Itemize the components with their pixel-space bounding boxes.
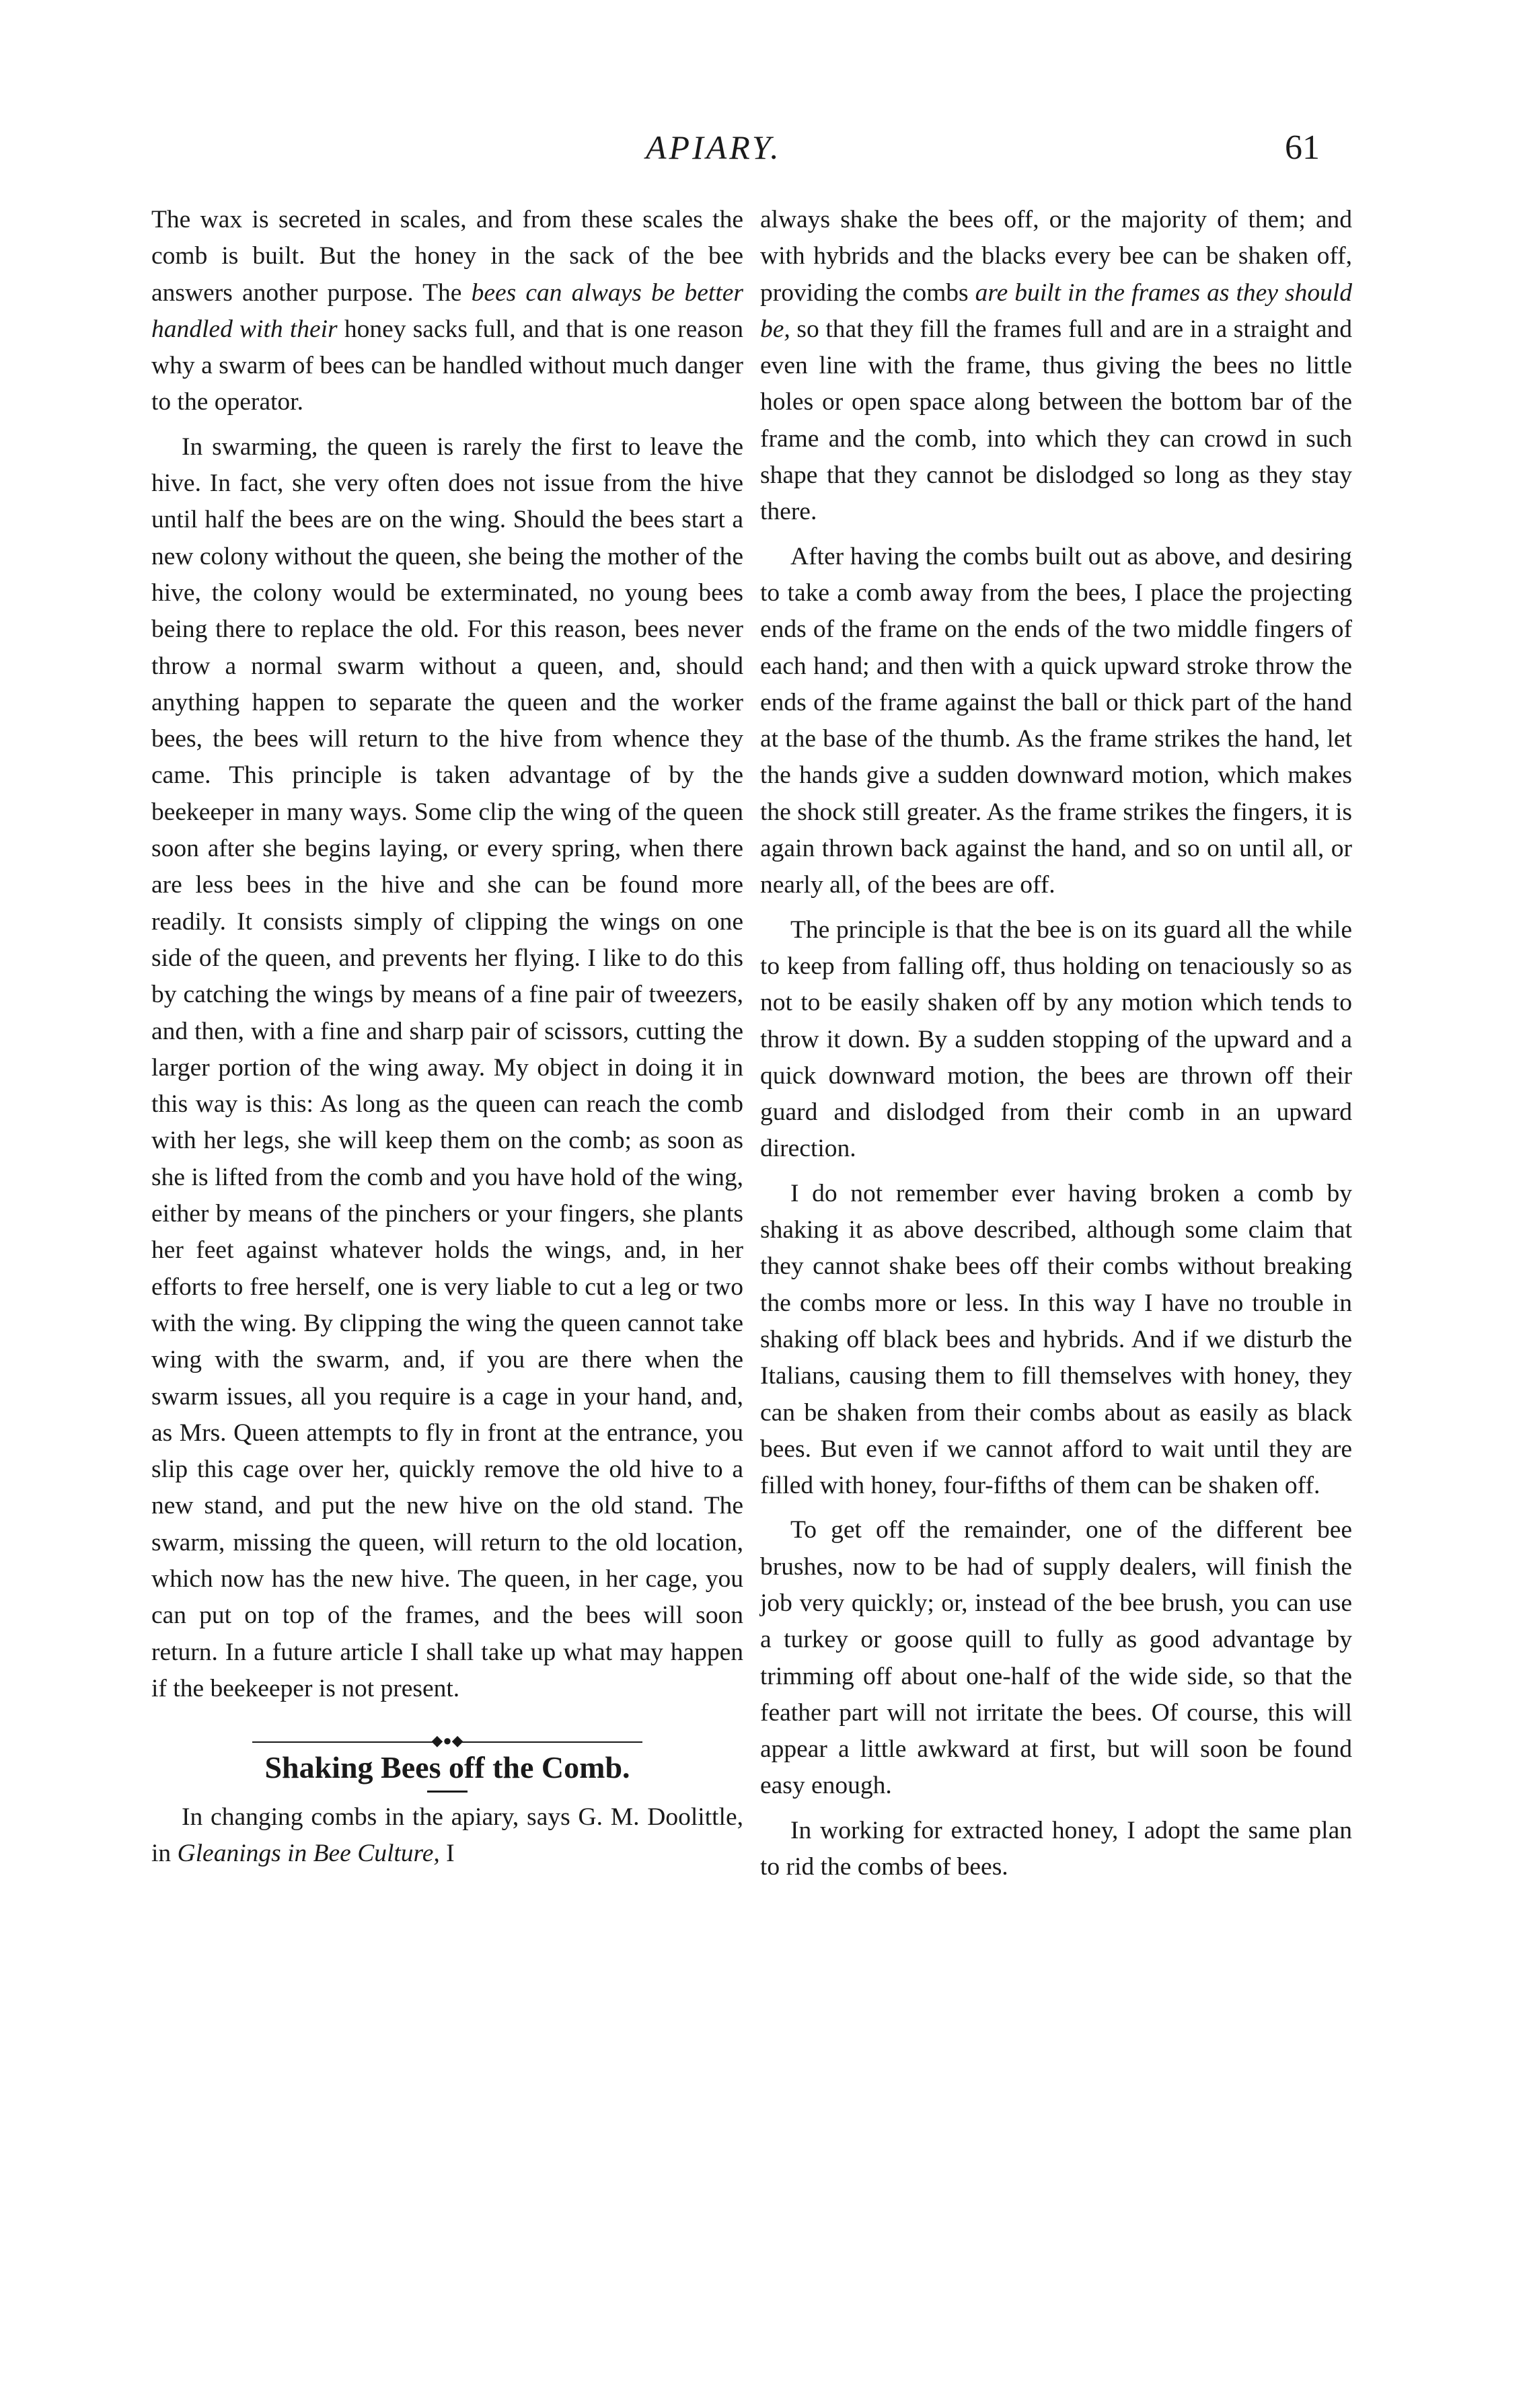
paragraph: To get off the remainder, one of the different bee brushes, now to be had of supply dealers, will finish the job very quickly; or, instead of the bee brush, you can use a turkey or goose quill to fully as good advantage by trimming off about one-half of the wide side, so that the feather part will not irritate the bees. Of course, this will appear a little awkward at first, but will soon be found easy enough. <box>760 1516 1352 1800</box>
heading-rule <box>427 1791 468 1793</box>
page-number: 61 <box>1285 128 1320 167</box>
ornament-divider <box>151 1722 743 1749</box>
paragraph-text: In changing combs in the apiary, says G. M. Doolittle, in <box>151 1803 743 1868</box>
divider-rule <box>252 1741 434 1743</box>
paragraph: In swarming, the queen is rarely the first to leave the hive. In fact, she very often does not issue from the hive until half the bees are on the wing. Should the bees start a new colony without the queen, she being the mother of the hive, the colony would be exterminated, no young bees being there to replace the old. For this reason, bees never throw a normal swarm without a queen, and, should anything happen to separate the queen and the worker bees, the bees will return to the hive from whence they came. This principle is taken advantage of by the beekeeper in many ways. Some clip the wing of the queen soon after she begins laying, or every spring, when there are less bees in the hive and she can be found more readily. It consists simply of clipping the wings on one side of the queen, and prevents her flying. I like to do this by catching the wings by means of a fine pair of tweezers, and then, with a fine and sharp pair of scissors, cutting the larger portion of the wing away. My object in doing it in this way is this: As long as the queen can reach the comb with her legs, she will keep them on the comb; as soon as she is lifted from the comb and you have hold of the wing, either by means of the pinchers or your fingers, she plants her feet against whatever holds the wings, and, in her efforts to free herself, one is very liable to cut a leg or two with the wing. By clipping the wing the queen cannot take wing with the swarm, and, if you are there when the swarm issues, all you require is a cage in your hand, and, as Mrs. Queen attempts to fly in front at the entrance, you slip this cage over her, quickly remove the old hive to a new stand, and put the new hive on the old stand. The swarm, missing the queen, will return to the old location, which now has the new hive. The queen, in her cage, you can put on top of the frames, and the bees will soon return. In a future article I shall take up what may happen if the beekeeper is not present. <box>151 432 743 1702</box>
paragraph-text: I <box>446 1840 455 1868</box>
paragraph <box>151 1799 743 1873</box>
paragraph <box>151 202 743 421</box>
running-title: APIARY. <box>646 128 782 166</box>
left-column <box>151 202 743 1881</box>
paragraph: I do not remember ever having broken a comb by shaking it as above described, although some claim that they cannot shake bees off their combs without breaking the combs more or less. In this way I have no trouble in shaking off black bees and hybrids. And if we disturb the Italians, causing them to fill themselves with honey, they can be shaken from their combs about as easily as black bees. But even if we cannot afford to wait until they are filled with honey, four-fifths of them can be shaken off. <box>760 1179 1352 1500</box>
publication-title: Gleanings in Bee Culture, <box>177 1840 440 1868</box>
paragraph: The principle is that the bee is on its guard all the while to keep from falling off, thus holding on tenaciously so as not to be easily shaken off by any motion which tends to throw it down. By a sudden stopping of the upward and a quick downward motion, the bees are thrown off their guard and dislodged from their comb in an upward direction. <box>760 915 1352 1163</box>
paragraph-text: honey sacks full, and that is one reason why a swarm of bees can be handled without much danger to the operator. <box>151 315 743 416</box>
paragraph-emphasis: bees can always be better handled with their <box>151 278 743 343</box>
divider-rule <box>461 1741 642 1743</box>
running-head <box>0 128 1527 182</box>
paragraph-text: always shake the bees off, or the majority of them; and with hybrids and the blacks every bee can be shaken off, providing the combs <box>760 206 1352 307</box>
paragraph-emphasis: are built in the frames as they should be, <box>760 278 1353 343</box>
paragraph-text: The wax is secreted in scales, and from these scales the comb is built. But the honey in the sack of the bee answers another purpose. The <box>151 206 743 307</box>
paragraph: In working for extracted honey, I adopt the same plan to rid the combs of bees. <box>760 1816 1352 1881</box>
paragraph: After having the combs built out as above, and desiring to take a comb away from the bees, I place the projecting ends of the frame on the ends of the two middle fingers of each hand; and then with a quick upward stroke throw the ends of the frame against the ball or thick part of the hand at the base of the thumb. As the frame strikes the hand, let the hands give a sudden downward motion, which makes the shock still greater. As the frame strikes the fingers, it is again thrown back against the hand, and so on until all, or nearly all, of the bees are off. <box>760 542 1353 899</box>
paragraph <box>760 202 1352 531</box>
diamond-dots-icon: ◆●◆ <box>431 1731 463 1749</box>
paragraph-text: so that they fill the frames full and are in a straight and even line with the frame, thus giving the bees no little holes or open space along between the bottom bar of the frame and the comb, into which they can crowd in such shape that they cannot be dislodged so long as they stay there. <box>760 315 1353 526</box>
section-heading: Shaking Bees off the Comb. <box>264 1750 630 1785</box>
right-column <box>760 202 1352 1893</box>
